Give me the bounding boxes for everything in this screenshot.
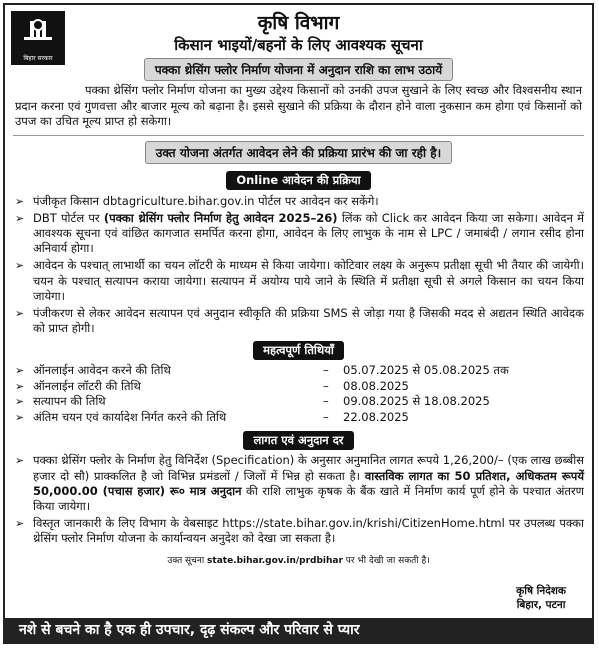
important-dates-heading: महत्वपूर्ण तिथियाँ	[253, 341, 344, 360]
date-label: ऑनलाईन आवेदन करने की तिथि	[33, 363, 171, 378]
step-text: DBT पोर्टल पर	[33, 210, 104, 225]
cost-text: विस्तृत जानकारी के लिए विभाग के वेबसाइट	[33, 516, 223, 531]
subsidy-rate: वास्तविक लागत का 50 प्रतिशत, अधिकतम रूपयें 50,000.00 (पचास हजार) रू० मात्र अनुदान	[33, 468, 584, 498]
note-text: उक्त सूचना	[167, 555, 208, 566]
scheme-banner: पक्का थ्रेसिंग फ्लोर निर्माण योजना में अनुदान राशि का लाभ उठायें	[144, 58, 453, 81]
date-row	[15, 379, 584, 395]
note-text: पर भी देखी जा सकती है।	[342, 555, 430, 566]
logo-caption: बिहार सरकार	[23, 55, 53, 62]
list-item	[15, 211, 584, 257]
notice-page	[3, 3, 594, 644]
arrow-right-icon: ➢	[15, 364, 25, 378]
online-process-heading: Online आवेदन की प्रक्रिया	[226, 171, 370, 190]
emblem-graphic	[21, 15, 55, 49]
cost-list	[5, 453, 592, 546]
date-label: अंतिम चयन एवं कार्यादेश निर्गत करने की तिथि	[33, 409, 227, 424]
list-item	[15, 258, 584, 304]
date-row	[15, 410, 584, 426]
step-text: पंजीकरण से लेकर आवेदन सत्यापन एवं अनुदान स्वीकृति की प्रक्रिया SMS से जोड़ा गया है जिसकी मदद से अद्यतन स्थिति आवेदक को प्राप्त होगी।	[33, 305, 584, 336]
date-value: 05.07.2025 से 05.08.2025 तक	[343, 363, 509, 378]
date-dash: –	[323, 409, 329, 424]
date-label: ऑनलाईन लॉटरी की तिथि	[33, 378, 141, 393]
date-value: 22.08.2025	[343, 409, 409, 424]
signatory-title: कृषि निदेशक	[516, 585, 566, 597]
list-item	[15, 453, 584, 514]
application-link-label: (पक्का थ्रेसिंग फ्लोर निर्माण हेतु आवेदन 2025–26)	[103, 210, 338, 225]
signatory-location: बिहार, पटना	[516, 599, 566, 611]
footer-slogan: नशे से बचने का है एक ही उपचार, दृढ़ संकल्प और परिवार से प्यार	[5, 618, 592, 642]
arrow-right-icon: ➢	[15, 194, 25, 208]
dbt-portal-link[interactable]: dbtagriculture.bihar.gov.in	[102, 193, 255, 208]
prd-link[interactable]: state.bihar.gov.in/prdbihar	[207, 555, 343, 566]
cost-text: की राशि लाभुक कृषक के बैंक खाते में निर्माण कार्य पूर्ण होने के पश्चात अंतरण किया जायेगा।	[33, 483, 584, 513]
date-dash: –	[323, 378, 329, 393]
divider	[13, 135, 584, 136]
cost-heading: लागत एवं अनुदान दर	[243, 431, 353, 450]
step-text: लिंक को Click कर आवेदन किया जा सकेगा। आवेदन में आवश्यक सूचना एवं वांछित कागजात समर्पित करना होगा, आवेदन के लिए लाभुक के नाम से LPC / जमाबंदी / लगान रसीद होना अनिवार्य होगा।	[33, 210, 584, 256]
step-text: पोर्टल पर आवेदन कर सकेंगे।	[254, 193, 379, 208]
emblem-icon	[11, 11, 65, 65]
online-steps-list	[5, 194, 592, 337]
step-text: आवेदन के पश्चात् लाभार्थी का चयन लॉटरी के माध्यम से किया जायेगा। कोटिवार लक्ष्य के अनुरूप प्रतीक्षा सूची भी तैयार की जायेगी। चयन के पश्चात् सत्यापन कराया जायेगा। सत्यापन में अयोग्य पाये जाने के स्थिति में प्रतीक्षा सूची से अगले किसान का चयन किया जायेगा।	[33, 258, 584, 303]
arrow-right-icon: ➢	[15, 410, 25, 424]
step-text: पंजीकृत किसान	[33, 193, 103, 208]
arrow-right-icon: ➢	[15, 379, 25, 393]
date-value: 09.08.2025 से 18.08.2025	[343, 394, 490, 409]
date-value: 08.08.2025	[343, 378, 409, 393]
date-row	[15, 394, 584, 410]
department-website-link[interactable]: https://state.bihar.gov.in/krishi/CitizenHome.html	[222, 516, 505, 531]
header	[5, 5, 592, 55]
arrow-right-icon: ➢	[15, 211, 25, 225]
page-subtitle: किसान भाइयों/बहनों के लिए आवश्यक सूचना	[174, 36, 423, 54]
cost-text: पक्का थ्रेसिंग फ्लोर के निर्माण हेतु विनिर्देश (Specification) के अनुसार अनुमानित लागत रूपये 1,26,200/– (एक लाख छब्बीस हजार दो सौ) प्राक्कलित है जो विभिन्न प्रमंडलों / जिलों में भिन्न हो सकता है।	[33, 453, 584, 483]
arrow-right-icon: ➢	[15, 454, 25, 468]
arrow-right-icon: ➢	[15, 517, 25, 531]
arrow-right-icon: ➢	[15, 259, 25, 273]
signature-block	[516, 584, 566, 612]
list-item	[15, 516, 584, 546]
date-dash: –	[323, 363, 329, 378]
notice-note	[5, 553, 592, 566]
list-item	[15, 194, 584, 209]
process-banner: उक्त योजना अंतर्गत आवेदन लेने की प्रक्रिया प्रारंभ की जा रही है।	[145, 141, 452, 164]
date-row	[15, 363, 584, 379]
dates-table	[5, 363, 592, 425]
arrow-right-icon: ➢	[15, 306, 25, 320]
date-dash: –	[323, 394, 329, 409]
page-title: कृषि विभाग	[257, 12, 340, 34]
cost-text: पर उपलब्ध पक्का थ्रेसिंग फ्लोर निर्माण योजना के कार्यान्वयन अनुदेश को देखा जा सकता है।	[33, 516, 584, 546]
intro-paragraph: पक्का थ्रेसिंग फ्लोर निर्माण योजना का मुख्य उद्देश्य किसानों को उनकी उपज सुखाने के लिए स्वच्छ और विश्वसनीय स्थान प्रदान करना एवं गुणवत्ता और बाजार मूल्य को बढ़ाना है। इससे सुखाने की प्रक्रिया के दौरान होने वाला नुकसान कम होगा एवं किसानों को उपज का उचित मूल्य प्राप्त हो सकेगा।	[15, 83, 582, 128]
arrow-right-icon: ➢	[15, 395, 25, 409]
list-item	[15, 306, 584, 336]
date-label: सत्यापन की तिथि	[33, 394, 106, 409]
